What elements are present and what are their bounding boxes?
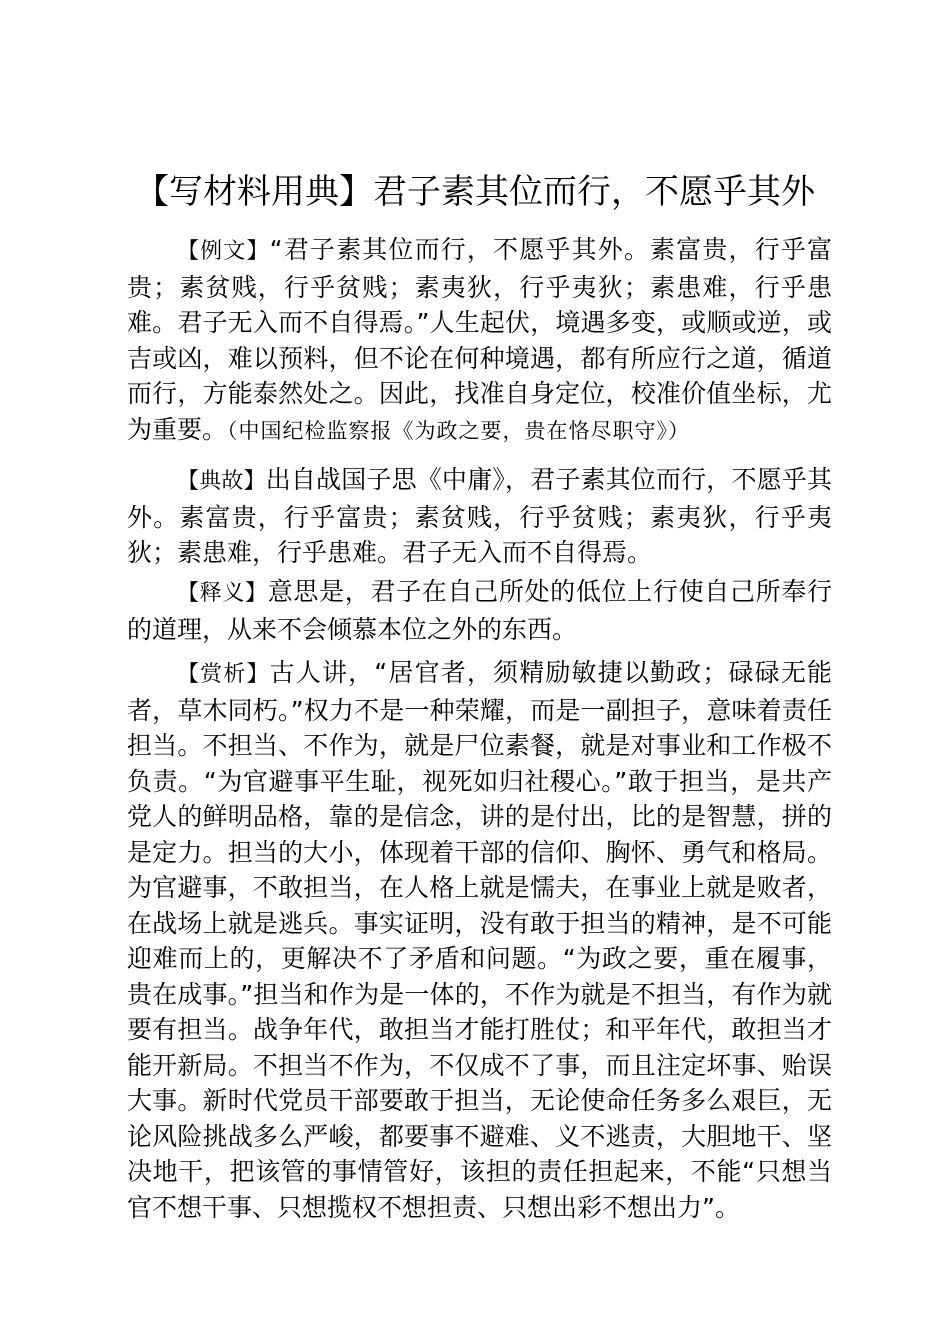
origin-text: 出自战国子思《中庸》，君子素其位而行，不愿乎其外。素富贵，行乎富贵；素贫贱，行乎贫贱；素夷狄，行乎夷狄；素患难，行乎患难。君子无入而不自得焉。: [127, 465, 832, 567]
analysis-paragraph: [127, 655, 832, 1225]
meaning-tag: 【释义】: [177, 581, 268, 606]
origin-tag: 【典故】: [177, 469, 266, 494]
analysis-tag: 【赏析】: [177, 662, 270, 687]
origin-paragraph: [127, 462, 832, 571]
meaning-text: 意思是，君子在自己所处的低位上行使自己所奉行的道理，从来不会倾慕本位之外的东西。: [127, 577, 832, 644]
example-text: “君子素其位而行，不愿乎其外。素富贵，行乎富贵；素贫贱，行乎贫贱；素夷狄，行乎夷狄；素患难，行乎患难。君子无入而不自得焉。”人生起伏，境遇多变，或顺或逆，或吉或凶，难以预料，但不论在何种境遇，都有所应行之道，循道而行，方能泰然处之。因此，找准自身定位，校准价值坐标，尤为重要。: [127, 235, 832, 444]
document-title: 【写材料用典】君子素其位而行，不愿乎其外: [135, 172, 815, 212]
example-paragraph: [127, 232, 832, 449]
example-source: （中国纪检监察报《为政之要，贵在恪尽职守》）: [227, 418, 691, 443]
example-tag: 【例文】: [177, 239, 270, 264]
meaning-paragraph: [127, 574, 832, 647]
analysis-text: 古人讲，“居官者，须精励敏捷以勤政；碌碌无能者，草木同朽。”权力不是一种荣耀，而是一副担子，意味着责任担当。不担当、不作为，就是尸位素餐，就是对事业和工作极不负责。“为官避事平生耻，视死如归社稷心。”敢于担当，是共产党人的鲜明品格，靠的是信念，讲的是付出，比的是智慧，拼的是定力。担当的大小，体现着干部的信仰、胸怀、勇气和格局。为官避事，不敢担当，在人格上就是懦夫，在事业上就是败者，在战场上就是逃兵。事实证明，没有敢于担当的精神，是不可能迎难而上的，更解决不了矛盾和问题。“为政之要，重在履事，贵在成事。”担当和作为是一体的，不作为就是不担当，有作为就要有担当。战争年代，敢担当才能打胜仗；和平年代，敢担当才能开新局。不担当不作为，不仅成不了事，而且注定坏事、贻误大事。新时代党员干部要敢于担当，无论使命任务多么艰巨，无论风险挑战多么严峻，都要事不避难、义不逃责，大胆地干、坚决地干，把该管的事情管好，该担的责任担起来，不能“只想当官不想干事、只想揽权不想担责、只想出彩不想出力”。: [127, 658, 832, 1222]
